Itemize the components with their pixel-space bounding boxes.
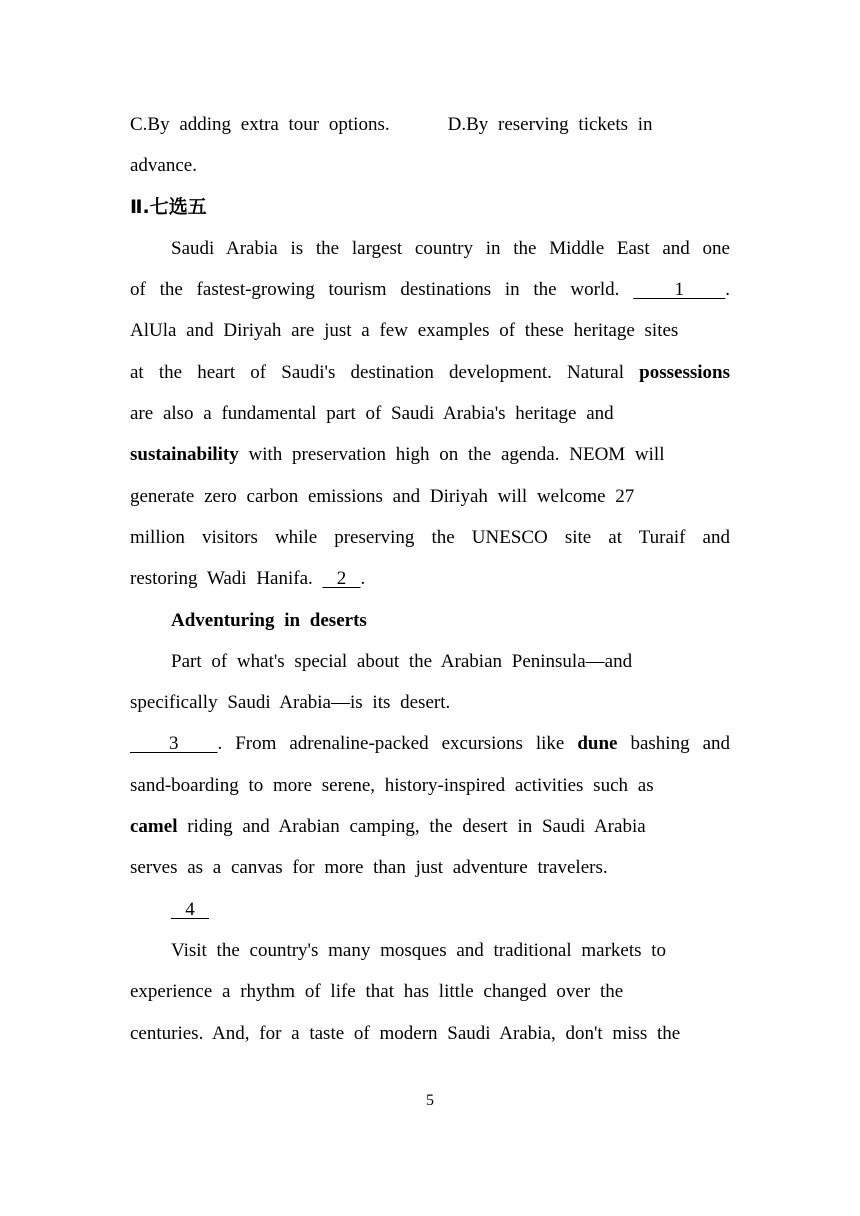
option-d-continued: advance. <box>130 155 197 177</box>
passage-line: Visit the country's many mosques and traditional markets to <box>171 939 667 961</box>
option-d: D.By reserving tickets in <box>447 114 653 135</box>
passage-line: specifically Saudi Arabia—is its desert. <box>130 692 451 714</box>
passage-line: experience a rhythm of life that has little changed over the <box>130 981 624 1003</box>
subheading: Adventuring in deserts <box>171 609 367 631</box>
page-number: 5 <box>426 1092 434 1109</box>
passage-line: million visitors while preserving the UNESCO site at Turaif and <box>130 526 730 548</box>
blank-1: 1 <box>633 279 726 301</box>
passage-line: at the heart of Saudi's destination development. Natural possessions <box>130 361 730 383</box>
document-page <box>130 104 730 1054</box>
passage-line: Saudi Arabia is the largest country in the Middle East and one <box>171 237 730 259</box>
passage-line: are also a fundamental part of Saudi Arabia's heritage and <box>130 403 614 425</box>
passage-line: generate zero carbon emissions and Diriyah will welcome 27 <box>130 485 635 507</box>
section-heading: Ⅱ.七选五 <box>130 195 207 218</box>
options-line <box>130 104 730 145</box>
passage-line: of the fastest-growing tourism destinations in the world. 1 . <box>130 279 730 301</box>
option-c: C.By adding extra tour options. <box>130 114 390 135</box>
passage-line: sand-boarding to more serene, history-inspired activities such as <box>130 774 654 796</box>
passage-line: 3 . From adrenaline-packed excursions like dune bashing and <box>130 733 731 755</box>
passage-line: sustainability with preservation high on the agenda. NEOM will <box>130 444 665 466</box>
passage-line: centuries. And, for a taste of modern Saudi Arabia, don't miss the <box>130 1022 681 1044</box>
passage-line: camel riding and Arabian camping, the desert in Saudi Arabia <box>130 816 646 838</box>
keyword-dune: dune <box>577 733 618 755</box>
blank-3: 3 <box>130 733 218 755</box>
keyword-camel: camel <box>130 816 178 838</box>
blank-2: 2 <box>322 568 361 590</box>
keyword-possessions: possessions <box>639 361 730 383</box>
passage-line <box>130 889 730 930</box>
passage-line: AlUla and Diriyah are just a few examples of these heritage sites <box>130 320 679 342</box>
blank-4: 4 <box>171 898 209 920</box>
passage-line: restoring Wadi Hanifa. 2 . <box>130 568 366 590</box>
passage-line: Part of what's special about the Arabian Peninsula—and <box>171 650 633 672</box>
passage-line: serves as a canvas for more than just adventure travelers. <box>130 857 608 879</box>
keyword-sustainability: sustainability <box>130 444 239 466</box>
